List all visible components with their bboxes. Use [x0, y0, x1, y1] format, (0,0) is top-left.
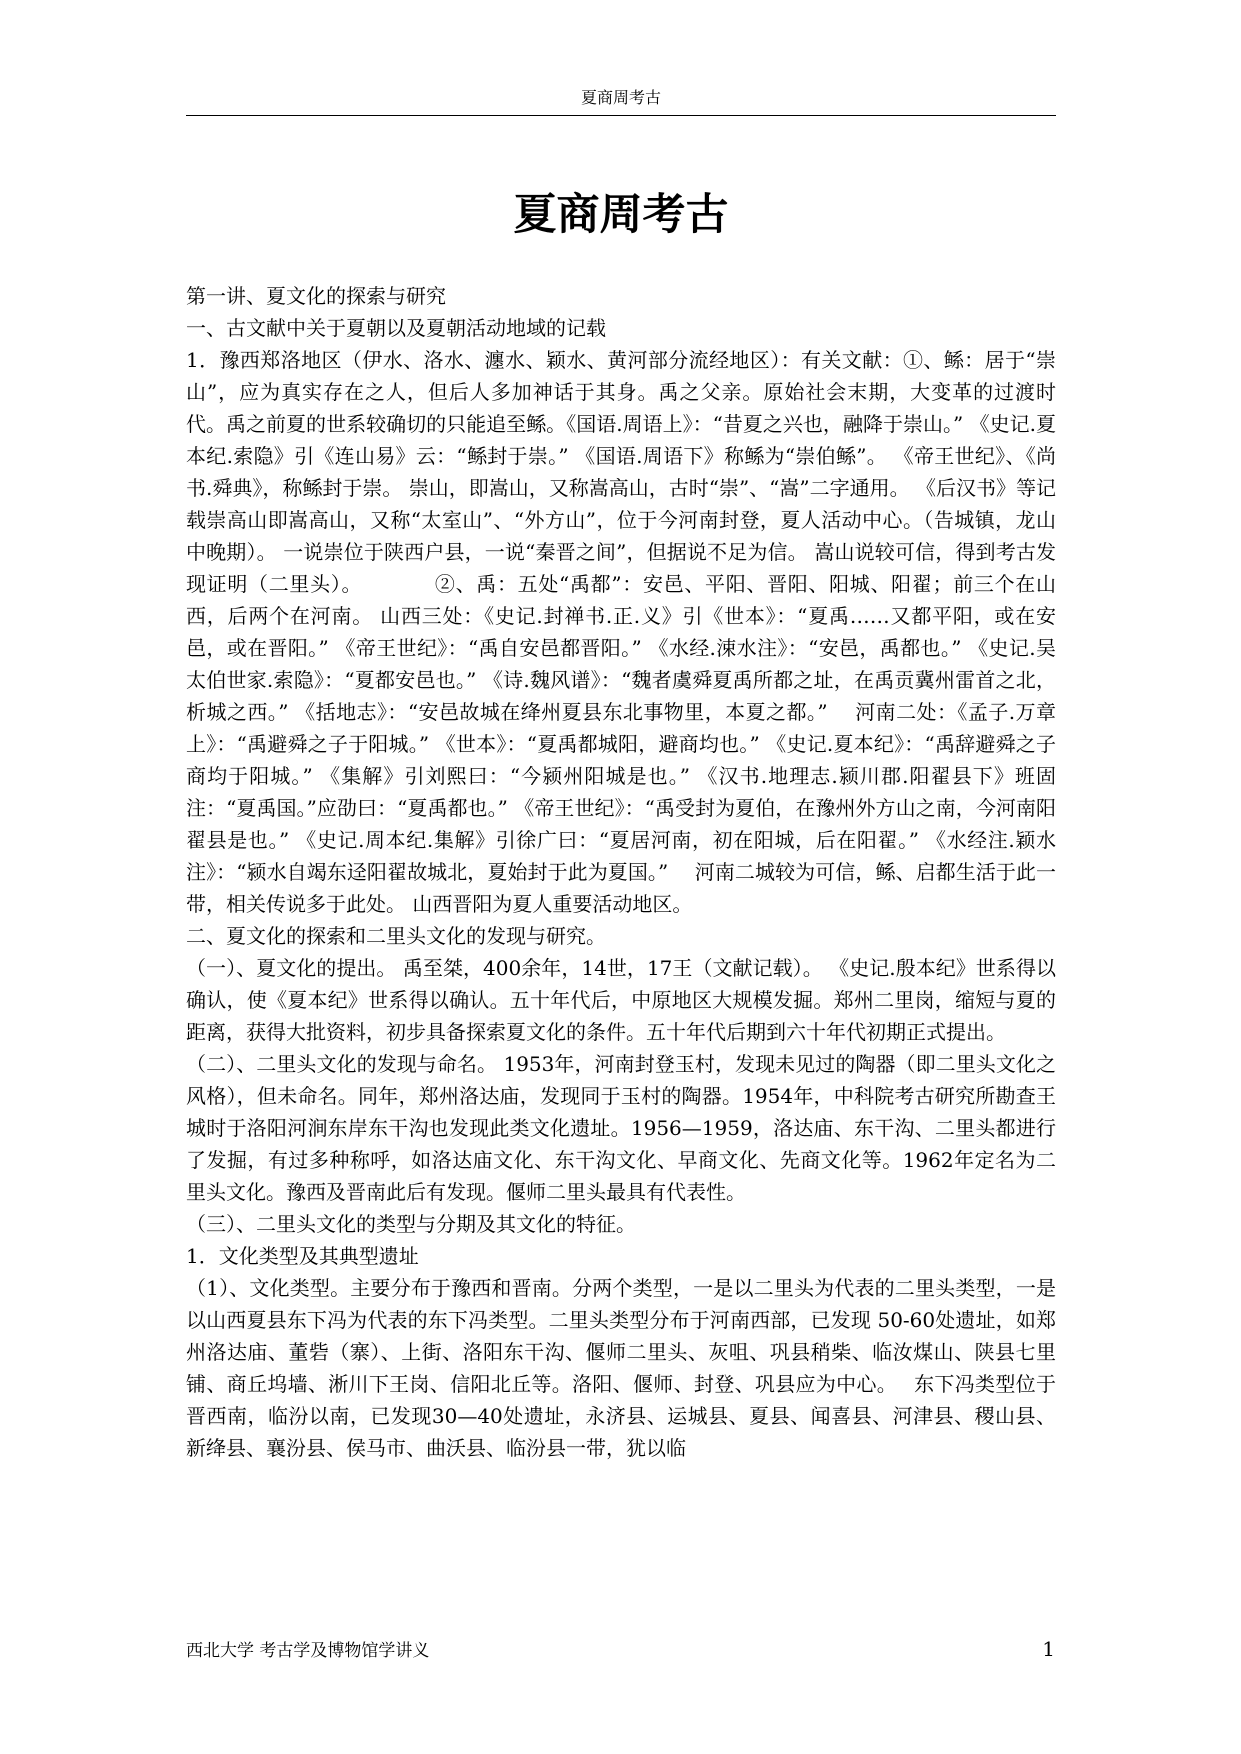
paragraph-2: （一）、夏文化的提出。 禹至桀，400余年，14世，17王（文献记载）。 《史记.殷本纪》世系得以确认，使《夏本纪》世系得以确认。五十年代后，中原地区大规模发掘。郑州二里岗，缩短与夏的距离，获得大批资料，初步具备探索夏文化的条件。五十年代后期到六十年代初期正式提出。	[186, 956, 1056, 1044]
header-divider	[186, 115, 1056, 116]
section-heading-1: 一、古文献中关于夏朝以及夏朝活动地域的记载	[186, 316, 606, 340]
running-header: 夏商周考古	[580, 88, 661, 107]
paragraph-3: （二）、二里头文化的发现与命名。 1953年，河南封登玉村，发现未见过的陶器（即二里头文化之风格），但未命名。同年，郑州洛达庙，发现同于玉村的陶器。1954年，中科院考古研究所勘查王城时于洛阳河涧东岸东干沟也发现此类文化遗址。1956—1959，洛达庙、东干沟、二里头都进行了发掘，有过多种称呼，如洛达庙文化、东干沟文化、早商文化、先商文化等。1962年定名为二里头文化。豫西及晋南此后有发现。偃师二里头最具有代表性。	[186, 1052, 1056, 1204]
subsection-heading-cultural-types: 1．文化类型及其典型遗址	[186, 1244, 419, 1268]
paragraph-cultural-types: （1）、文化类型。主要分布于豫西和晋南。分两个类型，一是以二里头为代表的二里头类型，一是以山西夏县东下冯为代表的东下冯类型。二里头类型分布于河南西部，已发现 50-60处遗址，如郑州洛达庙、董砦（寨）、上街、洛阳东干沟、偃师二里头、灰咀、巩县稍柴、临汝煤山、陕县七里铺、商丘坞墙、淅川下王岗、信阳北丘等。洛阳、偃师、封登、巩县应为中心。 东下冯类型位于晋西南，临汾以南，已发现30—40处遗址，永济县、运城县、夏县、闻喜县、河津县、稷山县、新绛县、襄汾县、侯马市、曲沃县、临汾县一带，犹以临	[186, 1276, 1056, 1460]
document-title: 夏商周考古	[513, 190, 729, 240]
page-number: 1	[1042, 1637, 1055, 1661]
document-body	[186, 280, 1056, 1464]
section-heading-2: 二、夏文化的探索和二里头文化的发现与研究。	[186, 924, 606, 948]
subsection-heading-3: （三）、二里头文化的类型与分期及其文化的特征。	[186, 1212, 636, 1236]
footer-source: 西北大学 考古学及博物馆学讲义	[186, 1641, 430, 1661]
lecture-heading: 第一讲、夏文化的探索与研究	[186, 284, 446, 308]
paragraph-1: 1．豫西郑洛地区（伊水、洛水、瀍水、颖水、黄河部分流经地区）：有关文献：①、鲧：居于“崇山”，应为真实存在之人，但后人多加神话于其身。禹之父亲。原始社会末期，大变革的过渡时代。禹之前夏的世系较确切的只能追至鲧。《国语.周语上》：“昔夏之兴也，融降于崇山。” 《史记.夏本纪.索隐》引《连山易》云：“鲧封于崇。” 《国语.周语下》称鲧为“崇伯鲧”。 《帝王世纪》、《尚书.舜典》，称鲧封于崇。 崇山，即嵩山，又称嵩高山，古时“崇”、“嵩”二字通用。 《后汉书》等记载崇高山即嵩高山，又称“太室山”、“外方山”，位于今河南封登，夏人活动中心。（告城镇，龙山中晚期）。 一说崇位于陕西户县，一说“秦晋之间”，但据说不足为信。 嵩山说较可信，得到考古发现证明（二里头）。 ②、禹：五处“禹都”：安邑、平阳、晋阳、阳城、阳翟；前三个在山西，后两个在河南。 山西三处：《史记.封禅书.正.义》引《世本》：“夏禹……又都平阳，或在安邑，或在晋阳。” 《帝王世纪》：“禹自安邑都晋阳。” 《水经.涑水注》：“安邑，禹都也。” 《史记.吴太伯世家.索隐》：“夏都安邑也。” 《诗.魏风谱》：“魏者虞舜夏禹所都之址，在禹贡冀州雷首之北，析城之西。” 《括地志》：“安邑故城在绛州夏县东北事物里，本夏之都。” 河南二处：《孟子.万章上》：“禹避舜之子于阳城。” 《世本》：“夏禹都城阳，避商均也。” 《史记.夏本纪》：“禹辞避舜之子商均于阳城。” 《集解》引刘熙曰：“今颍州阳城是也。” 《汉书.地理志.颍川郡.阳翟县下》班固注：“夏禹国。”应劭曰：“夏禹都也。” 《帝王世纪》：“禹受封为夏伯，在豫州外方山之南，今河南阳翟县是也。” 《史记.周本纪.集解》引徐广曰：“夏居河南，初在阳城，后在阳翟。” 《水经注.颖水注》：“颍水自竭东迳阳翟故城北，夏始封于此为夏国。” 河南二城较为可信，鲧、启都生活于此一带，相关传说多于此处。 山西晋阳为夏人重要活动地区。	[186, 348, 1056, 916]
